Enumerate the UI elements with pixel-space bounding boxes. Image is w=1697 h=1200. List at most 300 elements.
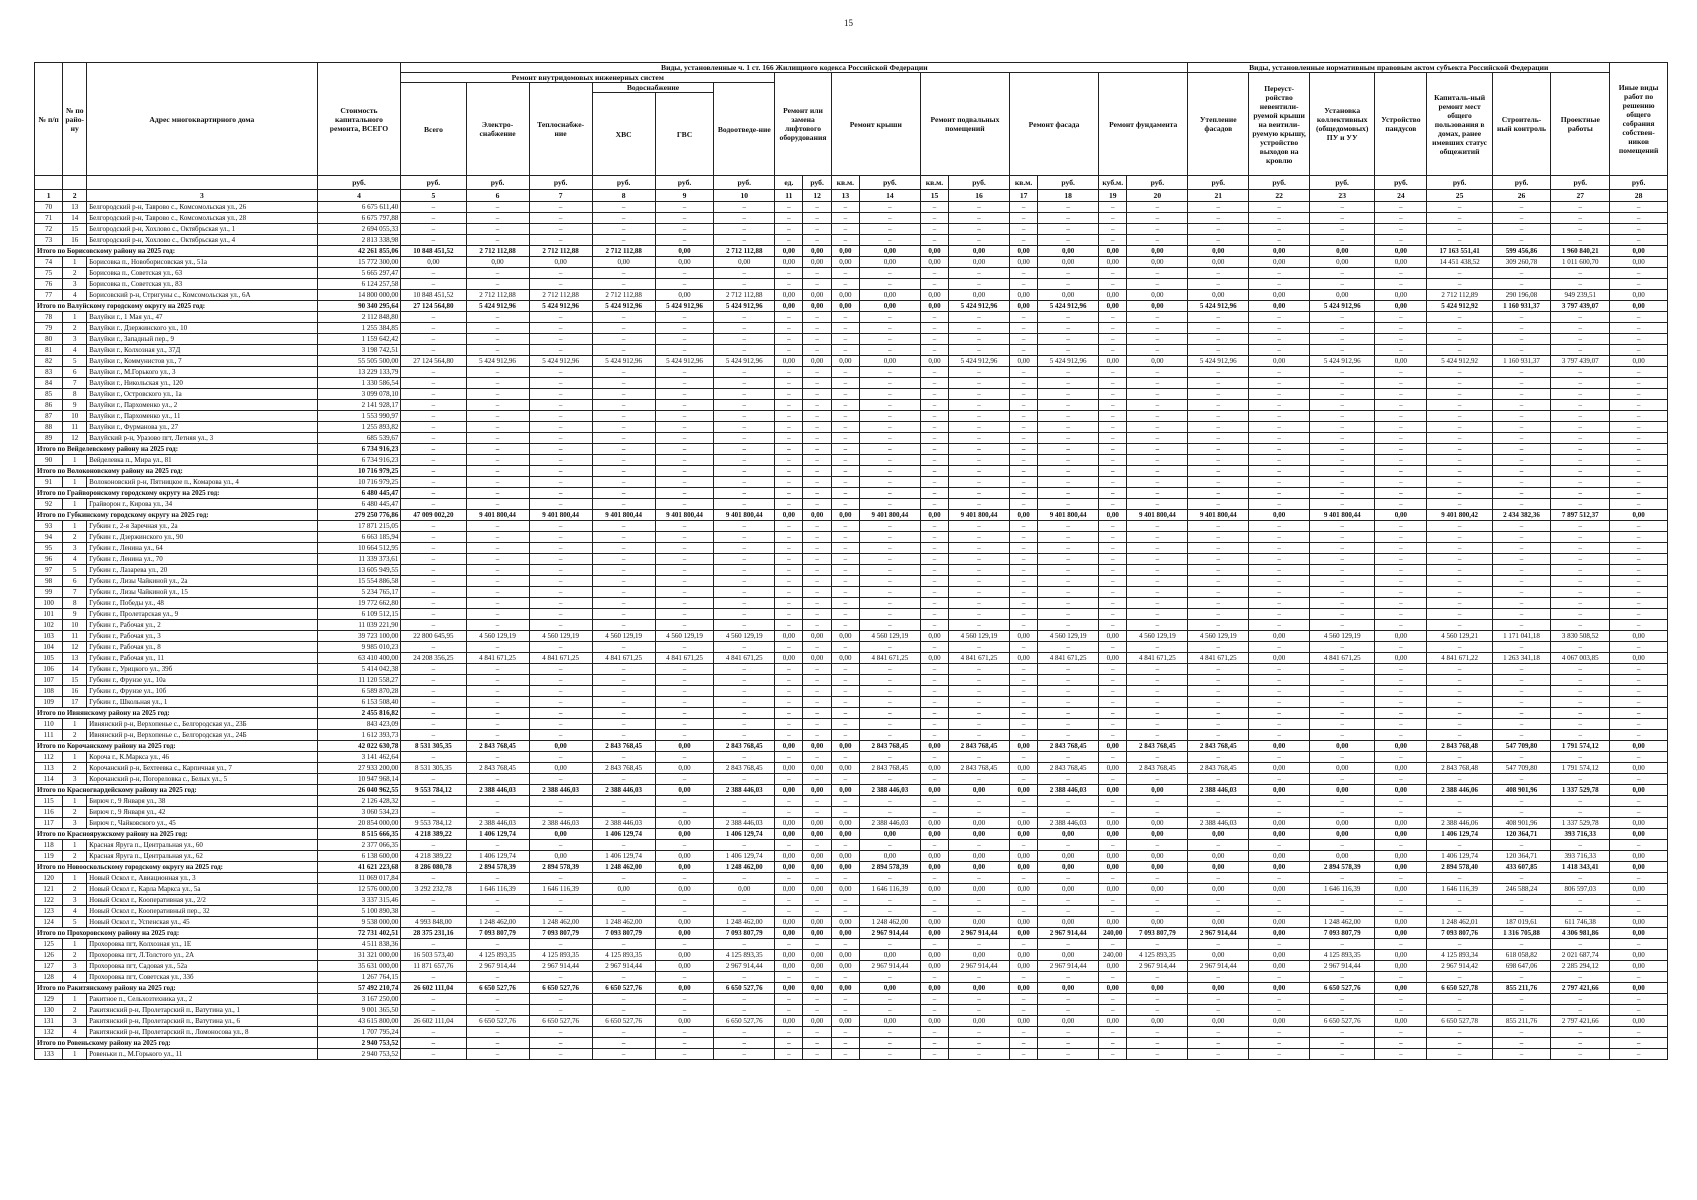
value-cell: –	[949, 279, 1010, 290]
value-cell: 0,00	[775, 917, 803, 928]
value-cell: 0,00	[1099, 818, 1127, 829]
value-cell: –	[1492, 609, 1551, 620]
value-cell: –	[1249, 873, 1310, 884]
district-row-number: 1	[63, 939, 87, 950]
value-cell: –	[401, 642, 466, 653]
value-cell: –	[592, 796, 655, 807]
value-cell: 0,00	[1099, 356, 1127, 367]
value-cell: 7 897 512,37	[1551, 510, 1610, 521]
value-cell: –	[529, 609, 592, 620]
value-cell: 0,00	[920, 851, 948, 862]
value-cell: –	[1610, 895, 1668, 906]
value-cell: –	[1099, 400, 1127, 411]
header-electric: Электро-снабжение	[466, 83, 529, 176]
value-cell: 0,00	[1610, 917, 1668, 928]
value-cell: –	[1099, 939, 1127, 950]
district-row-number: 2	[63, 851, 87, 862]
value-cell: –	[1249, 554, 1310, 565]
value-cell: 0,00	[1099, 257, 1127, 268]
district-row-number: 4	[63, 1027, 87, 1038]
value-cell: –	[1492, 686, 1551, 697]
value-cell: 0,00	[803, 829, 831, 840]
value-cell: –	[1249, 334, 1310, 345]
value-cell: –	[831, 312, 859, 323]
value-cell: 3 830 508,52	[1551, 631, 1610, 642]
value-cell: –	[1009, 466, 1037, 477]
table-row	[35, 1016, 1668, 1027]
value-cell: –	[1610, 312, 1668, 323]
value-cell: 2 843 768,45	[1038, 763, 1099, 774]
value-cell: –	[1492, 521, 1551, 532]
value-cell: –	[714, 422, 775, 433]
address-cell: Валуйки г., Фурманова ул., 27	[87, 422, 317, 433]
value-cell: –	[1310, 422, 1375, 433]
value-cell: –	[529, 389, 592, 400]
value-cell: –	[1009, 213, 1037, 224]
value-cell: –	[1099, 576, 1127, 587]
value-cell: 0,00	[1127, 257, 1188, 268]
table-row	[35, 477, 1668, 488]
unit-cell: руб.	[1127, 176, 1188, 190]
district-row-number: 17	[63, 697, 87, 708]
value-cell: 5 424 912,96	[1188, 356, 1249, 367]
table-row	[35, 268, 1668, 279]
value-cell: –	[803, 477, 831, 488]
value-cell: –	[859, 345, 920, 356]
value-cell: 1 646 116,39	[1427, 884, 1492, 895]
value-cell: –	[655, 642, 714, 653]
value-cell: –	[859, 587, 920, 598]
value-cell: –	[1610, 499, 1668, 510]
value-cell: 949 239,51	[1551, 290, 1610, 301]
value-cell: 0,00	[1610, 1016, 1668, 1027]
value-cell: –	[920, 378, 948, 389]
value-cell: –	[831, 598, 859, 609]
value-cell: –	[401, 554, 466, 565]
value-cell: –	[714, 224, 775, 235]
value-cell: –	[714, 972, 775, 983]
value-cell: –	[655, 609, 714, 620]
value-cell: –	[1375, 642, 1427, 653]
value-cell: –	[1375, 906, 1427, 917]
value-cell: –	[401, 664, 466, 675]
value-cell: 7 093 807,79	[1310, 928, 1375, 939]
value-cell: 0,00	[775, 1016, 803, 1027]
value-cell: –	[1188, 1027, 1249, 1038]
value-cell: 6 650 527,78	[1427, 983, 1492, 994]
unit-cell: руб.	[714, 176, 775, 190]
value-cell: –	[775, 1038, 803, 1049]
value-cell: 0,00	[1610, 851, 1668, 862]
table-row	[35, 411, 1668, 422]
value-cell: –	[859, 752, 920, 763]
value-cell: 9 401 800,44	[714, 510, 775, 521]
value-cell: –	[1009, 796, 1037, 807]
value-cell: –	[466, 235, 529, 246]
value-cell: –	[1099, 202, 1127, 213]
value-cell: –	[1375, 202, 1427, 213]
header-meters: Установка коллективных (общедомовых) ПУ и УУ	[1310, 73, 1375, 176]
value-cell: 0,00	[949, 257, 1010, 268]
total-cost-cell: 2 940 753,52	[317, 1049, 401, 1060]
value-cell: –	[803, 532, 831, 543]
value-cell: –	[1188, 642, 1249, 653]
value-cell: –	[1038, 708, 1099, 719]
value-cell: –	[529, 499, 592, 510]
district-row-number: 1	[63, 840, 87, 851]
value-cell: 2 843 768,45	[859, 763, 920, 774]
value-cell: –	[1038, 400, 1099, 411]
value-cell: –	[859, 994, 920, 1005]
value-cell: 0,00	[1099, 653, 1127, 664]
value-cell: –	[1551, 1038, 1610, 1049]
value-cell: –	[466, 752, 529, 763]
value-cell: 0,00	[1127, 818, 1188, 829]
value-cell: 2 967 914,44	[1310, 961, 1375, 972]
value-cell: –	[1310, 400, 1375, 411]
value-cell: –	[859, 554, 920, 565]
value-cell: –	[1188, 994, 1249, 1005]
value-cell: –	[1009, 752, 1037, 763]
value-cell: –	[1427, 521, 1492, 532]
value-cell: –	[529, 1038, 592, 1049]
row-number: 90	[35, 455, 63, 466]
value-cell: –	[1492, 1049, 1551, 1060]
value-cell: –	[1492, 334, 1551, 345]
value-cell: 1 248 462,00	[466, 917, 529, 928]
value-cell: 0,00	[920, 961, 948, 972]
value-cell: –	[529, 796, 592, 807]
value-cell: –	[1310, 268, 1375, 279]
unit-cell: руб.	[529, 176, 592, 190]
unit-cell: руб.	[1427, 176, 1492, 190]
value-cell: –	[1009, 598, 1037, 609]
district-row-number: 8	[63, 389, 87, 400]
value-cell: 0,00	[1099, 785, 1127, 796]
value-cell: –	[1009, 400, 1037, 411]
value-cell: –	[1249, 1005, 1310, 1016]
value-cell: –	[859, 378, 920, 389]
value-cell: –	[1427, 620, 1492, 631]
value-cell: –	[1099, 312, 1127, 323]
value-cell: –	[714, 796, 775, 807]
value-cell: –	[775, 521, 803, 532]
value-cell: –	[1249, 422, 1310, 433]
value-cell: –	[466, 400, 529, 411]
value-cell: –	[1427, 378, 1492, 389]
value-cell: –	[831, 697, 859, 708]
value-cell: –	[949, 235, 1010, 246]
value-cell: 433 607,85	[1492, 862, 1551, 873]
value-cell: 0,00	[859, 301, 920, 312]
value-cell: –	[714, 719, 775, 730]
value-cell: –	[714, 444, 775, 455]
value-cell: 2 843 768,45	[1188, 741, 1249, 752]
column-number: 18	[1038, 190, 1099, 202]
value-cell: –	[803, 708, 831, 719]
value-cell: –	[949, 1005, 1010, 1016]
value-cell: 2 894 578,39	[1310, 862, 1375, 873]
value-cell: –	[1427, 598, 1492, 609]
value-cell: –	[466, 345, 529, 356]
value-cell: 0,00	[1127, 917, 1188, 928]
value-cell: –	[1610, 488, 1668, 499]
value-cell: 0,00	[859, 851, 920, 862]
table-row	[35, 939, 1668, 950]
value-cell: –	[1310, 554, 1375, 565]
value-cell: –	[401, 576, 466, 587]
value-cell: 0,00	[1375, 829, 1427, 840]
value-cell: 2 712 112,88	[592, 290, 655, 301]
table-row	[35, 840, 1668, 851]
value-cell: 1 791 574,12	[1551, 741, 1610, 752]
value-cell: –	[1038, 279, 1099, 290]
value-cell: –	[655, 1049, 714, 1060]
value-cell: –	[949, 202, 1010, 213]
value-cell: –	[831, 466, 859, 477]
value-cell: –	[1188, 378, 1249, 389]
row-number: 94	[35, 532, 63, 543]
value-cell: –	[1038, 334, 1099, 345]
value-cell: –	[1610, 675, 1668, 686]
value-cell: –	[1310, 1049, 1375, 1060]
address-cell: Волоконовский р-н, Пятницкое п., Комарова ул., 4	[87, 477, 317, 488]
value-cell: –	[1492, 906, 1551, 917]
value-cell: 6 650 527,76	[466, 1016, 529, 1027]
value-cell: –	[714, 213, 775, 224]
value-cell: –	[775, 840, 803, 851]
value-cell: –	[920, 906, 948, 917]
total-cost-cell: 13 605 949,55	[317, 565, 401, 576]
value-cell: –	[655, 433, 714, 444]
value-cell: –	[949, 565, 1010, 576]
value-cell: –	[1427, 906, 1492, 917]
value-cell: 8 531 305,35	[401, 763, 466, 774]
value-cell: –	[859, 312, 920, 323]
value-cell: –	[1375, 455, 1427, 466]
value-cell: –	[1099, 554, 1127, 565]
value-cell: 0,00	[1038, 246, 1099, 257]
value-cell: –	[1038, 675, 1099, 686]
value-cell: –	[949, 323, 1010, 334]
value-cell: –	[859, 565, 920, 576]
value-cell: –	[1492, 972, 1551, 983]
value-cell: –	[1127, 455, 1188, 466]
value-cell: –	[775, 565, 803, 576]
total-cost-cell: 3 337 315,46	[317, 895, 401, 906]
value-cell: –	[775, 664, 803, 675]
value-cell: –	[1551, 796, 1610, 807]
value-cell: –	[1551, 444, 1610, 455]
total-cost-cell: 9 985 010,23	[317, 642, 401, 653]
value-cell: 0,00	[1310, 257, 1375, 268]
value-cell: 2 843 768,48	[1427, 741, 1492, 752]
value-cell: 1 406 129,74	[466, 829, 529, 840]
value-cell: –	[1099, 345, 1127, 356]
value-cell: –	[1551, 345, 1610, 356]
total-cost-cell: 3 141 462,64	[317, 752, 401, 763]
value-cell: –	[466, 664, 529, 675]
value-cell: –	[592, 1038, 655, 1049]
value-cell: –	[1375, 840, 1427, 851]
value-cell: –	[1310, 873, 1375, 884]
table-row	[35, 312, 1668, 323]
header-capital-former: Капиталь-ный ремонт мест общего пользования в домах, ранее имевших статус общежитий	[1427, 73, 1492, 176]
value-cell: –	[1551, 268, 1610, 279]
district-row-number: 5	[63, 356, 87, 367]
value-cell: –	[466, 807, 529, 818]
header-group-internal: Ремонт внутридомовых инженерных систем	[401, 73, 775, 83]
value-cell: –	[859, 499, 920, 510]
row-number: 102	[35, 620, 63, 631]
value-cell: –	[592, 279, 655, 290]
value-cell: –	[1038, 389, 1099, 400]
value-cell: –	[1375, 708, 1427, 719]
value-cell: –	[949, 543, 1010, 554]
address-cell: Ивнянский р-н, Верхопенье с., Белгородская ул., 24Б	[87, 730, 317, 741]
value-cell: 0,00	[1375, 510, 1427, 521]
value-cell: 26 602 111,04	[401, 983, 466, 994]
value-cell: 290 196,08	[1492, 290, 1551, 301]
value-cell: 0,00	[592, 884, 655, 895]
value-cell: –	[401, 213, 466, 224]
value-cell: –	[1099, 477, 1127, 488]
value-cell: –	[1099, 224, 1127, 235]
address-cell: Губкин г., Фрунзе ул., 10б	[87, 686, 317, 697]
value-cell: 0,00	[1249, 818, 1310, 829]
value-cell: –	[1038, 422, 1099, 433]
value-cell: –	[1610, 697, 1668, 708]
value-cell: –	[1127, 1027, 1188, 1038]
value-cell: –	[949, 807, 1010, 818]
address-cell: Новый Оскол г., Успенская ул., 45	[87, 917, 317, 928]
value-cell: –	[949, 444, 1010, 455]
value-cell: –	[1188, 686, 1249, 697]
value-cell: –	[1427, 576, 1492, 587]
value-cell: –	[592, 422, 655, 433]
value-cell: –	[1009, 279, 1037, 290]
value-cell: –	[1310, 323, 1375, 334]
value-cell: 2 388 446,03	[859, 785, 920, 796]
value-cell: –	[1610, 323, 1668, 334]
value-cell: 47 009 002,20	[401, 510, 466, 521]
value-cell: 0,00	[803, 741, 831, 752]
value-cell: 0,00	[1375, 785, 1427, 796]
value-cell: –	[466, 587, 529, 598]
value-cell: –	[592, 1049, 655, 1060]
value-cell: 9 401 800,44	[529, 510, 592, 521]
value-cell: 9 553 784,12	[401, 818, 466, 829]
value-cell: –	[529, 488, 592, 499]
value-cell: –	[831, 543, 859, 554]
subtotal-label: Итого по Ракитянскому району на 2025 год:	[35, 983, 318, 994]
value-cell: –	[1188, 543, 1249, 554]
value-cell: 0,00	[949, 785, 1010, 796]
district-row-number: 1	[63, 1049, 87, 1060]
value-cell: 4 125 893,35	[1310, 950, 1375, 961]
value-cell: 1 406 129,74	[592, 851, 655, 862]
value-cell: –	[920, 686, 948, 697]
value-cell: 0,00	[1009, 631, 1037, 642]
value-cell: –	[1099, 389, 1127, 400]
value-cell: 0,00	[1375, 961, 1427, 972]
value-cell: –	[1188, 1005, 1249, 1016]
value-cell: –	[529, 312, 592, 323]
total-cost-cell: 2 377 066,35	[317, 840, 401, 851]
value-cell: –	[949, 268, 1010, 279]
value-cell: 2 967 914,42	[1427, 961, 1492, 972]
value-cell: 0,00	[920, 818, 948, 829]
district-row-number: 3	[63, 543, 87, 554]
table-row	[35, 565, 1668, 576]
value-cell: –	[1009, 873, 1037, 884]
subtotal-label: Итого по Волоконовскому району на 2025 год:	[35, 466, 318, 477]
value-cell: 0,00	[1127, 356, 1188, 367]
value-cell: 4 560 129,19	[1127, 631, 1188, 642]
value-cell: 6 650 527,76	[592, 983, 655, 994]
value-cell: 5 424 912,96	[714, 301, 775, 312]
total-cost-cell: 9 538 000,00	[317, 917, 401, 928]
value-cell: 22 800 645,95	[401, 631, 466, 642]
value-cell: 0,00	[1610, 928, 1668, 939]
value-cell: –	[529, 939, 592, 950]
value-cell: –	[466, 565, 529, 576]
value-cell: 4 560 129,19	[949, 631, 1010, 642]
value-cell: 0,00	[1610, 257, 1668, 268]
value-cell: –	[803, 664, 831, 675]
value-cell: –	[1038, 433, 1099, 444]
value-cell: –	[775, 587, 803, 598]
table-row	[35, 752, 1668, 763]
value-cell: –	[655, 664, 714, 675]
value-cell: –	[803, 367, 831, 378]
value-cell: –	[1492, 1038, 1551, 1049]
unit-cell: руб.	[401, 176, 466, 190]
value-cell: 0,00	[949, 1016, 1010, 1027]
value-cell: –	[1188, 422, 1249, 433]
table-row	[35, 664, 1668, 675]
value-cell: –	[920, 840, 948, 851]
subtotal-label: Итого по Грайворонскому городскому округу на 2025 год:	[35, 488, 318, 499]
value-cell: –	[592, 774, 655, 785]
address-cell: Губкин г., Рабочая ул., 2	[87, 620, 317, 631]
header-lift: Ремонт или замена лифтового оборудования	[775, 73, 832, 176]
value-cell: 0,00	[1249, 961, 1310, 972]
value-cell: –	[592, 400, 655, 411]
table-row	[35, 917, 1668, 928]
value-cell: –	[1038, 543, 1099, 554]
value-cell: –	[1038, 719, 1099, 730]
value-cell: –	[1551, 554, 1610, 565]
value-cell: –	[401, 488, 466, 499]
value-cell: –	[1427, 587, 1492, 598]
value-cell: –	[1310, 279, 1375, 290]
value-cell: 1 406 129,74	[714, 851, 775, 862]
value-cell: –	[1249, 400, 1310, 411]
value-cell: –	[1610, 565, 1668, 576]
value-cell: –	[803, 587, 831, 598]
value-cell: –	[859, 895, 920, 906]
value-cell: –	[1427, 455, 1492, 466]
value-cell: –	[1127, 1005, 1188, 1016]
value-cell: 1 160 931,37	[1492, 301, 1551, 312]
total-cost-cell: 1 553 990,97	[317, 411, 401, 422]
table-row	[35, 224, 1668, 235]
value-cell: –	[466, 1049, 529, 1060]
value-cell: –	[803, 609, 831, 620]
value-cell: –	[1375, 719, 1427, 730]
value-cell: 0,00	[1249, 928, 1310, 939]
